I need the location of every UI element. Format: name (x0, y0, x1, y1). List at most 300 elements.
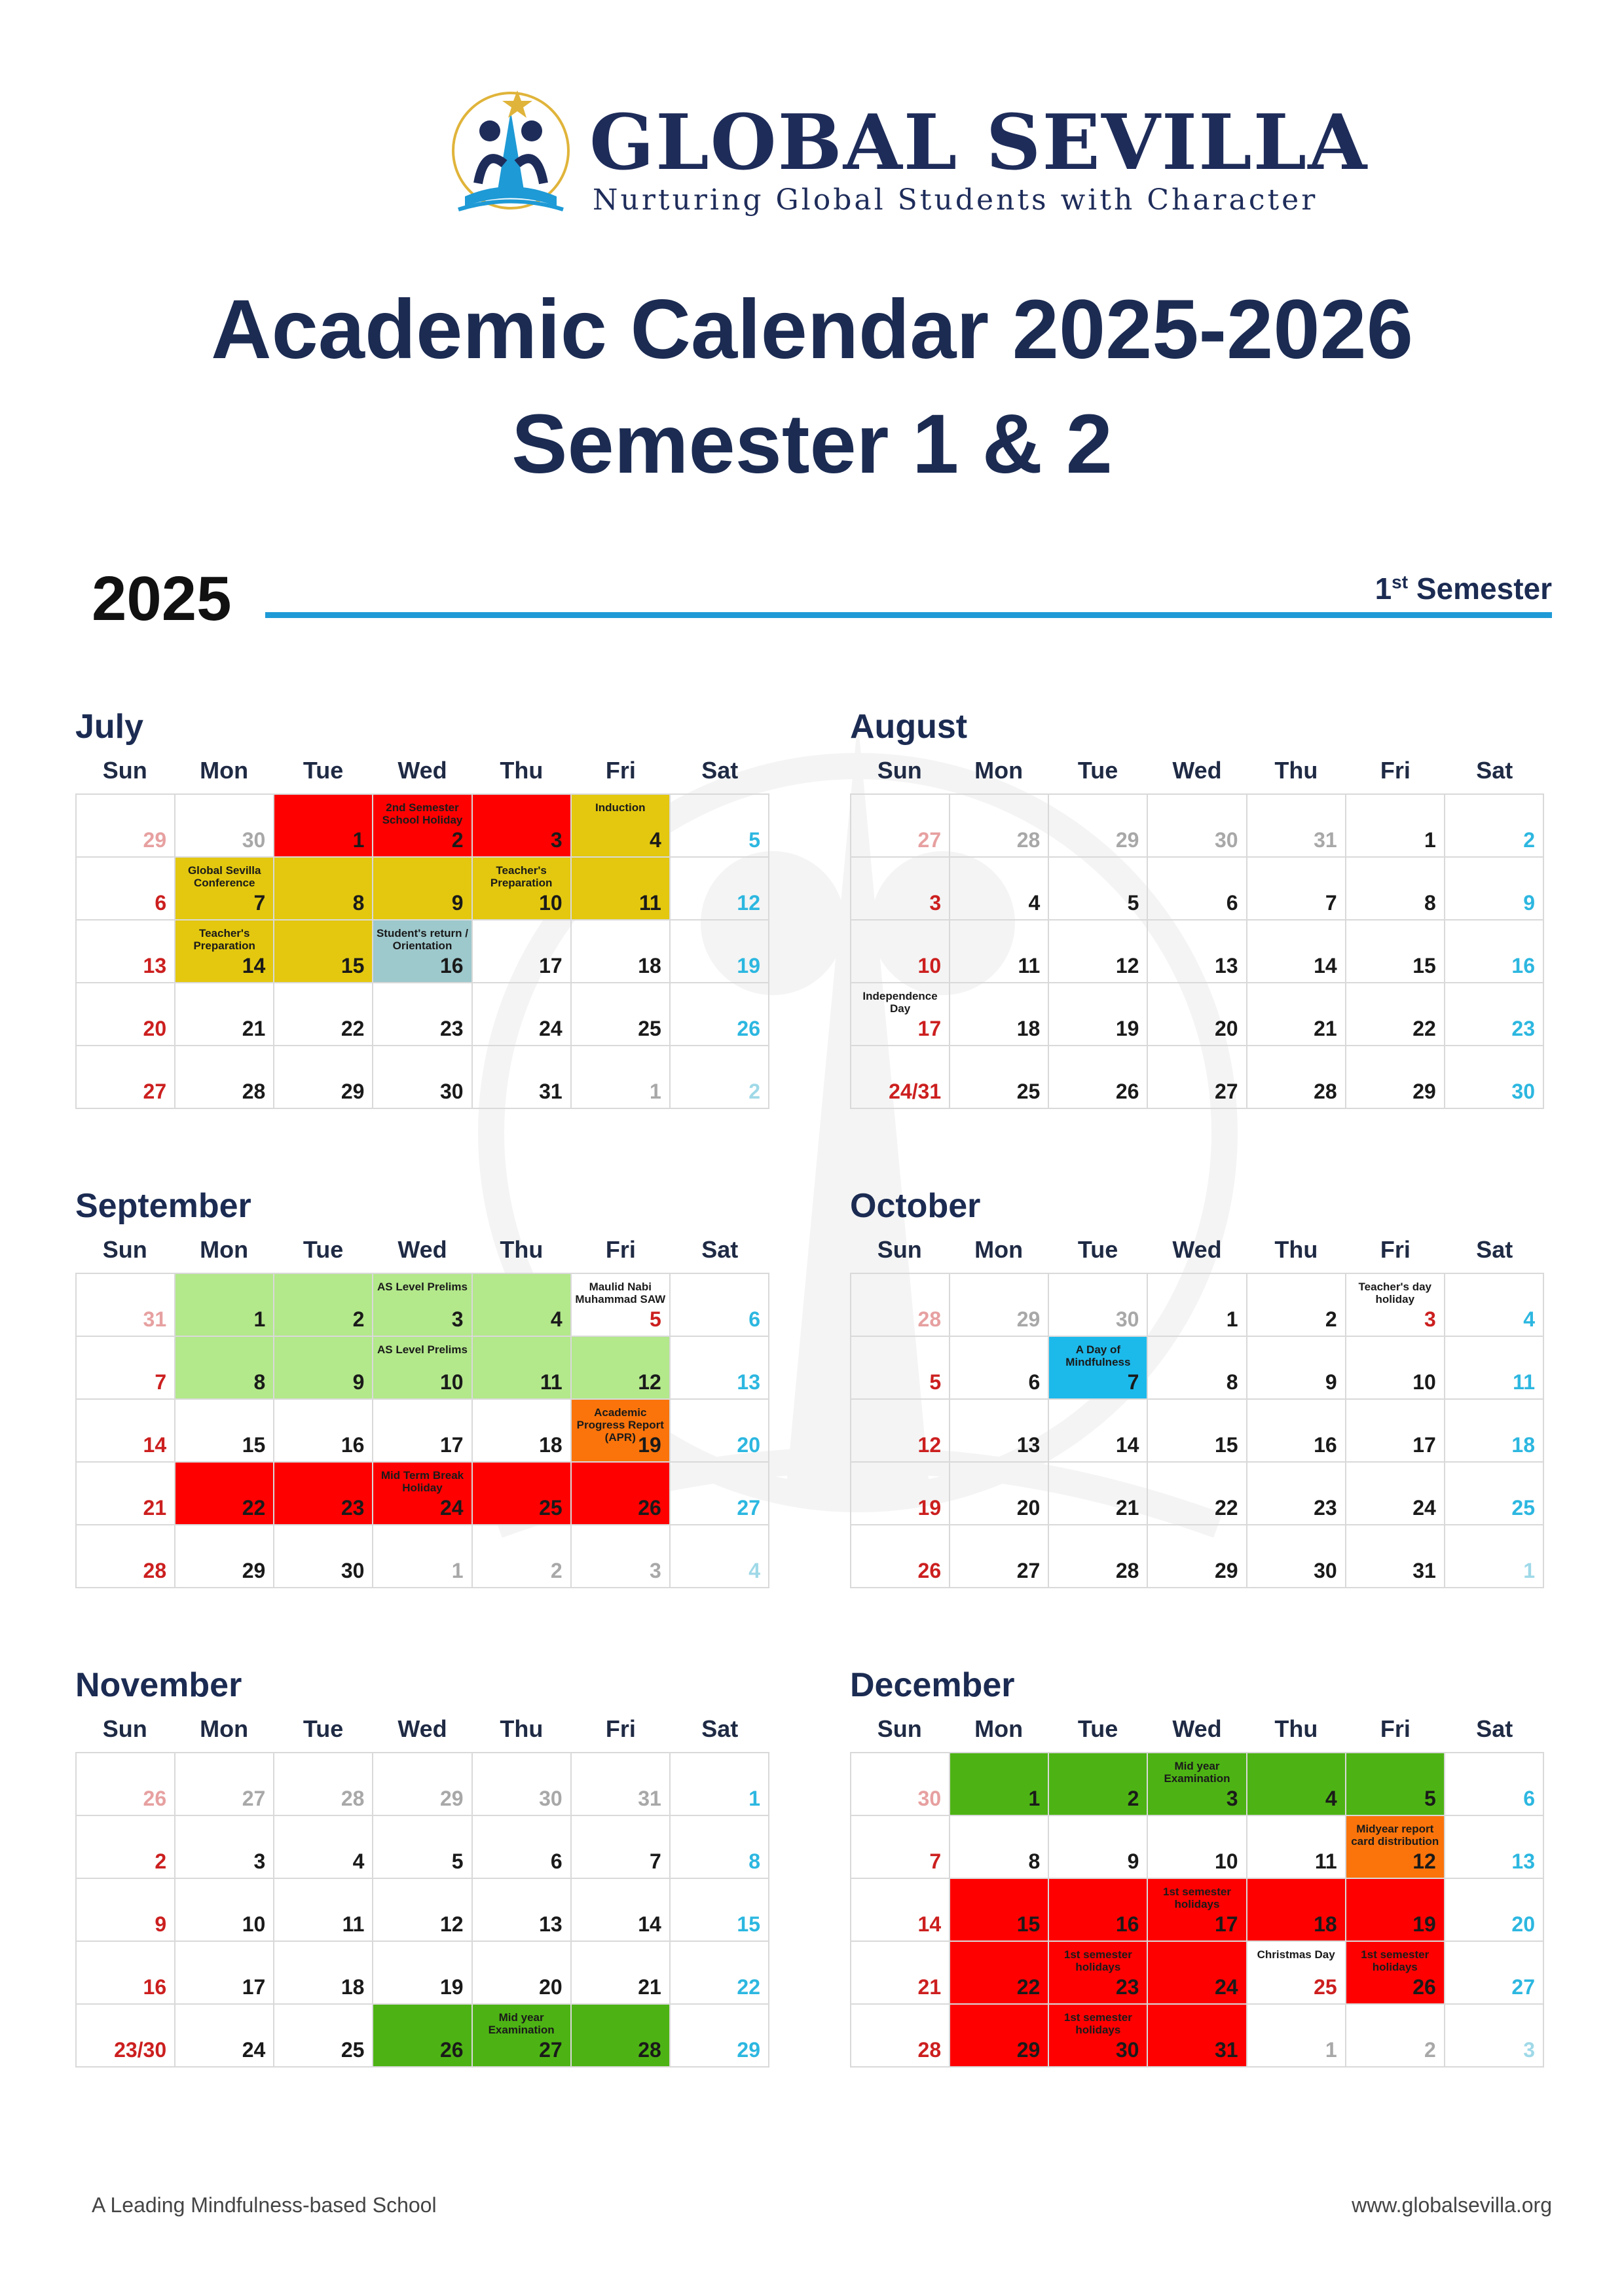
weekday-label: Wed (1172, 1715, 1222, 1742)
day-cell (1445, 2005, 1544, 2068)
day-number: 3 (253, 1850, 266, 1873)
day-cell (77, 1046, 175, 1109)
day-number: 25 (341, 2038, 365, 2062)
day-number: 3 (451, 1307, 464, 1331)
calendar-grid (75, 1752, 769, 2068)
day-cell (950, 1942, 1049, 2005)
brand-name: GLOBAL SEVILLA (589, 98, 1369, 187)
weekday-label: Sat (1476, 1236, 1513, 1263)
day-cell (1445, 1463, 1544, 1525)
month-october (850, 1185, 1544, 1588)
weekday-label: Wed (1172, 1236, 1222, 1263)
day-number: 26 (638, 1496, 661, 1520)
day-cell (572, 920, 671, 983)
day-cell (1247, 858, 1346, 920)
day-cell (175, 1753, 274, 1816)
day-number: 19 (1115, 1017, 1139, 1040)
day-cell (473, 1400, 572, 1463)
day-number: 18 (539, 1433, 563, 1457)
day-number: 28 (341, 1787, 365, 1810)
day-cell (950, 795, 1049, 858)
day-cell (373, 2005, 472, 2068)
weekday-header (75, 1227, 769, 1273)
day-cell (851, 1525, 950, 1588)
day-cell (1148, 2005, 1247, 2068)
month-november (75, 1664, 769, 2068)
day-cell (1148, 1463, 1247, 1525)
weekday-label: Wed (397, 1715, 447, 1742)
day-cell (671, 1463, 769, 1525)
month-august (850, 706, 1544, 1109)
weekday-label: Fri (605, 757, 636, 784)
day-number: 29 (143, 828, 167, 852)
day-cell (1346, 1879, 1445, 1942)
day-number: 26 (917, 1559, 942, 1582)
month-name: August (850, 708, 968, 746)
day-number: 30 (1314, 1559, 1337, 1582)
day-number: 5 (650, 1307, 661, 1331)
day-number: 22 (341, 1017, 365, 1040)
day-number: 17 (1214, 1912, 1238, 1936)
day-number: 4 (748, 1559, 760, 1582)
day-number: 19 (638, 1433, 661, 1457)
weekday-label: Mon (974, 1715, 1024, 1742)
day-cell (473, 2005, 572, 2068)
day-number: 22 (1412, 1017, 1436, 1040)
day-number: 5 (451, 1850, 464, 1873)
day-number: 2 (1325, 1307, 1337, 1331)
weekday-label: Tue (1077, 1715, 1118, 1742)
day-cell (1148, 1816, 1247, 1879)
day-cell (950, 1463, 1049, 1525)
day-cell (473, 1816, 572, 1879)
day-number: 19 (1412, 1912, 1436, 1936)
day-cell (1346, 1942, 1445, 2005)
day-number: 17 (242, 1975, 266, 1999)
day-cell (274, 2005, 373, 2068)
calendar-grid (75, 793, 769, 1109)
weekday-header (850, 1227, 1544, 1273)
day-cell (473, 920, 572, 983)
day-number: 2 (451, 828, 464, 852)
event-label: 1st semester holidays (1063, 2011, 1132, 2036)
day-cell (851, 1816, 950, 1879)
day-cell (473, 1525, 572, 1588)
day-number: 28 (638, 2038, 661, 2062)
day-number: 4 (1028, 891, 1041, 915)
event-label: Mid year Examination (488, 2011, 555, 2036)
day-cell (473, 1879, 572, 1942)
day-number: 27 (917, 828, 942, 852)
day-cell (671, 1337, 769, 1400)
weekday-label: Fri (605, 1715, 636, 1742)
day-cell (572, 1400, 671, 1463)
day-number: 10 (242, 1912, 266, 1936)
day-number: 29 (341, 1080, 365, 1103)
day-cell (950, 1879, 1049, 1942)
day-number: 6 (1523, 1787, 1535, 1810)
year-divider (265, 612, 1552, 618)
day-number: 14 (1314, 954, 1337, 977)
day-number: 21 (143, 1496, 167, 1520)
day-cell (274, 858, 373, 920)
day-number: 31 (1412, 1559, 1436, 1582)
day-cell (851, 795, 950, 858)
event-label: AS Level Prelims (377, 1281, 468, 1293)
day-number: 29 (439, 1787, 464, 1810)
day-number: 12 (439, 1912, 464, 1936)
day-number: 11 (342, 1912, 365, 1936)
month-september (75, 1185, 769, 1588)
day-cell (1346, 1337, 1445, 1400)
day-cell (950, 1046, 1049, 1109)
calendar-grid (75, 1273, 769, 1588)
day-cell (274, 1337, 373, 1400)
day-number: 8 (352, 891, 365, 915)
day-cell (373, 1337, 472, 1400)
weekday-label: Sat (1476, 757, 1513, 784)
day-cell (671, 1046, 769, 1109)
day-cell (473, 983, 572, 1046)
weekday-label: Sun (102, 1715, 147, 1742)
day-cell (950, 1337, 1049, 1400)
day-number: 15 (242, 1433, 266, 1457)
day-cell (77, 795, 175, 858)
day-cell (572, 1942, 671, 2005)
weekday-label: Fri (1380, 1715, 1411, 1742)
day-number: 28 (917, 2038, 942, 2062)
day-number: 21 (638, 1975, 661, 1999)
day-number: 28 (917, 1307, 942, 1331)
month-name: October (850, 1187, 981, 1225)
day-cell (1049, 795, 1148, 858)
weekday-label: Mon (200, 757, 249, 784)
brand-tagline: Nurturing Global Students with Character (593, 183, 1318, 217)
day-cell (572, 1463, 671, 1525)
day-number: 12 (737, 891, 760, 915)
day-cell (175, 1046, 274, 1109)
semester-number: 1 (1375, 572, 1392, 606)
day-cell (851, 1337, 950, 1400)
day-number: 1 (1028, 1787, 1041, 1810)
day-cell (1049, 858, 1148, 920)
weekday-header (75, 748, 769, 793)
day-cell (1247, 1274, 1346, 1337)
day-cell (1049, 920, 1148, 983)
day-cell (671, 1942, 769, 2005)
day-number: 6 (155, 891, 167, 915)
day-cell (77, 1463, 175, 1525)
day-cell (373, 1879, 472, 1942)
day-cell (77, 1400, 175, 1463)
day-number: 18 (1314, 1912, 1337, 1936)
day-cell (572, 1337, 671, 1400)
weekday-label: Fri (1380, 1236, 1411, 1263)
day-number: 7 (1325, 891, 1337, 915)
day-cell (671, 1525, 769, 1588)
day-cell (274, 1816, 373, 1879)
day-cell (175, 2005, 274, 2068)
event-label: 1st semester holidays (1063, 1948, 1132, 1973)
day-number: 21 (917, 1975, 942, 1999)
day-cell (851, 858, 950, 920)
day-number: 28 (1016, 828, 1041, 852)
day-number: 27 (737, 1496, 760, 1520)
day-cell (1148, 1274, 1247, 1337)
day-number: 20 (539, 1975, 563, 1999)
day-number: 1 (1424, 828, 1436, 852)
day-cell (572, 795, 671, 858)
day-number: 23 (439, 1017, 464, 1040)
weekday-label: Sat (1476, 1715, 1513, 1742)
day-cell (572, 1816, 671, 1879)
event-label: 1st semester holidays (1163, 1886, 1231, 1910)
day-cell (1148, 1879, 1247, 1942)
day-cell (373, 1942, 472, 2005)
day-number: 4 (550, 1307, 563, 1331)
day-cell (77, 1942, 175, 2005)
weekday-label: Sun (102, 757, 147, 784)
page-title: Academic Calendar 2025-2026 (211, 283, 1413, 376)
day-number: 30 (242, 828, 266, 852)
day-number: 8 (1424, 891, 1436, 915)
day-cell (950, 983, 1049, 1046)
day-number: 3 (929, 891, 942, 915)
day-number: 20 (143, 1017, 167, 1040)
day-number: 11 (1513, 1370, 1535, 1394)
day-cell (1445, 1816, 1544, 1879)
day-number: 30 (917, 1787, 942, 1810)
day-cell (572, 1274, 671, 1337)
day-cell (1148, 1942, 1247, 2005)
day-cell (1148, 920, 1247, 983)
day-cell (851, 1274, 950, 1337)
day-cell (175, 1942, 274, 2005)
day-cell (671, 2005, 769, 2068)
weekday-label: Tue (303, 1236, 344, 1263)
day-number: 2 (155, 1850, 167, 1873)
day-number: 14 (917, 1912, 942, 1936)
day-cell (175, 1274, 274, 1337)
day-number: 12 (1412, 1850, 1436, 1873)
day-cell (274, 1046, 373, 1109)
day-cell (572, 1879, 671, 1942)
day-cell (851, 1046, 950, 1109)
day-cell (1247, 1400, 1346, 1463)
day-number: 26 (737, 1017, 760, 1040)
day-cell (373, 1816, 472, 1879)
day-cell (1445, 1046, 1544, 1109)
day-cell (1346, 1753, 1445, 1816)
day-cell (1247, 1525, 1346, 1588)
day-cell (1346, 795, 1445, 858)
day-number: 29 (1016, 1307, 1041, 1331)
day-cell (851, 1942, 950, 2005)
weekday-label: Mon (974, 757, 1024, 784)
day-cell (950, 920, 1049, 983)
day-number: 23 (1115, 1975, 1139, 1999)
day-cell (950, 2005, 1049, 2068)
day-number: 9 (451, 891, 464, 915)
day-number: 4 (352, 1850, 365, 1873)
day-number: 1 (1523, 1559, 1535, 1582)
day-cell (473, 1753, 572, 1816)
weekday-label: Sun (877, 757, 922, 784)
day-number: 21 (242, 1017, 266, 1040)
day-cell (473, 858, 572, 920)
day-number: 13 (1511, 1850, 1535, 1873)
day-cell (1049, 1046, 1148, 1109)
school-logo (432, 79, 1369, 229)
day-number: 6 (550, 1850, 563, 1873)
day-cell (77, 858, 175, 920)
day-number: 3 (650, 1559, 661, 1582)
day-cell (1445, 983, 1544, 1046)
day-cell (1346, 1525, 1445, 1588)
day-number: 4 (1325, 1787, 1337, 1810)
day-number: 26 (1115, 1080, 1139, 1103)
day-number: 26 (143, 1787, 167, 1810)
day-number: 13 (539, 1912, 563, 1936)
day-cell (473, 1942, 572, 2005)
day-number: 28 (242, 1080, 266, 1103)
day-cell (1445, 858, 1544, 920)
event-label: Teacher's Preparation (193, 927, 255, 952)
day-number: 6 (748, 1307, 760, 1331)
month-name: December (850, 1666, 1015, 1704)
day-number: 19 (917, 1496, 942, 1520)
weekday-label: Sun (877, 1715, 922, 1742)
day-cell (572, 1753, 671, 1816)
day-number: 3 (1226, 1787, 1238, 1810)
day-cell (77, 2005, 175, 2068)
day-number: 10 (917, 954, 942, 977)
day-cell (1346, 1463, 1445, 1525)
day-number: 3 (550, 828, 563, 852)
day-number: 24 (539, 1017, 563, 1040)
day-number: 16 (1115, 1912, 1139, 1936)
day-cell (175, 795, 274, 858)
day-number: 22 (737, 1975, 760, 1999)
day-number: 28 (1115, 1559, 1139, 1582)
event-label: Teacher's day holiday (1358, 1281, 1431, 1305)
weekday-label: Sat (701, 1236, 739, 1263)
day-cell (1049, 1463, 1148, 1525)
day-cell (274, 1942, 373, 2005)
day-number: 30 (1214, 828, 1238, 852)
footer-slogan: A Leading Mindfulness-based School (92, 2193, 437, 2217)
day-number: 16 (341, 1433, 365, 1457)
page-subtitle: Semester 1 & 2 (511, 397, 1113, 491)
event-label: Teacher's Preparation (490, 864, 553, 889)
day-number: 23 (341, 1496, 365, 1520)
day-number: 30 (539, 1787, 563, 1810)
day-cell (1346, 983, 1445, 1046)
day-cell (1247, 1816, 1346, 1879)
semester-word: Semester (1416, 572, 1552, 606)
day-number: 27 (1016, 1559, 1041, 1582)
day-number: 1 (352, 828, 365, 852)
day-cell (373, 1753, 472, 1816)
day-cell (77, 1753, 175, 1816)
day-cell (1445, 1753, 1544, 1816)
day-number: 9 (352, 1370, 365, 1394)
day-cell (572, 1046, 671, 1109)
day-cell (572, 1525, 671, 1588)
weekday-label: Thu (500, 1715, 544, 1742)
day-number: 27 (1214, 1080, 1238, 1103)
day-cell (1148, 983, 1247, 1046)
weekday-header (850, 1706, 1544, 1752)
day-cell (77, 1879, 175, 1942)
day-cell (473, 1274, 572, 1337)
day-cell (950, 1753, 1049, 1816)
footer-website-link[interactable]: www.globalsevilla.org (1352, 2193, 1552, 2217)
day-number: 24 (1214, 1975, 1238, 1999)
day-cell (572, 2005, 671, 2068)
day-cell (373, 1400, 472, 1463)
day-cell (1247, 1463, 1346, 1525)
day-cell (1148, 1337, 1247, 1400)
day-cell (1148, 795, 1247, 858)
day-number: 8 (1028, 1850, 1041, 1873)
day-number: 8 (253, 1370, 266, 1394)
day-number: 29 (1412, 1080, 1436, 1103)
day-number: 13 (143, 954, 167, 977)
day-number: 2 (748, 1080, 760, 1103)
day-number: 8 (1226, 1370, 1238, 1394)
day-cell (1049, 1942, 1148, 2005)
day-number: 16 (143, 1975, 167, 1999)
day-number: 15 (341, 954, 365, 977)
day-number: 30 (1115, 2038, 1139, 2062)
day-cell (950, 1525, 1049, 1588)
day-number: 7 (929, 1850, 942, 1873)
day-cell (373, 858, 472, 920)
weekday-label: Wed (1172, 757, 1222, 784)
day-number: 22 (242, 1496, 266, 1520)
day-number: 1 (1325, 2038, 1337, 2062)
day-number: 11 (1018, 954, 1041, 977)
day-number: 16 (1511, 954, 1535, 977)
event-label: Midyear report card distribution (1351, 1823, 1439, 1848)
day-number: 29 (1115, 828, 1139, 852)
day-cell (851, 920, 950, 983)
day-cell (851, 2005, 950, 2068)
day-number: 26 (1412, 1975, 1436, 1999)
day-cell (671, 1274, 769, 1337)
day-number: 3 (1424, 1307, 1436, 1331)
weekday-label: Thu (1274, 1715, 1318, 1742)
day-number: 18 (638, 954, 661, 977)
day-number: 22 (1016, 1975, 1041, 1999)
day-number: 19 (439, 1975, 464, 1999)
day-cell (1247, 1046, 1346, 1109)
weekday-label: Sun (877, 1236, 922, 1263)
day-cell (77, 1816, 175, 1879)
day-cell (572, 858, 671, 920)
weekday-label: Fri (1380, 757, 1411, 784)
day-cell (851, 1753, 950, 1816)
day-number: 6 (1028, 1370, 1041, 1394)
day-number: 19 (737, 954, 760, 977)
event-label: Christmas Day (1257, 1948, 1335, 1961)
day-cell (1346, 1400, 1445, 1463)
day-number: 14 (242, 954, 266, 977)
day-number: 31 (1314, 828, 1337, 852)
day-number: 21 (1115, 1496, 1139, 1520)
day-number: 4 (1523, 1307, 1535, 1331)
